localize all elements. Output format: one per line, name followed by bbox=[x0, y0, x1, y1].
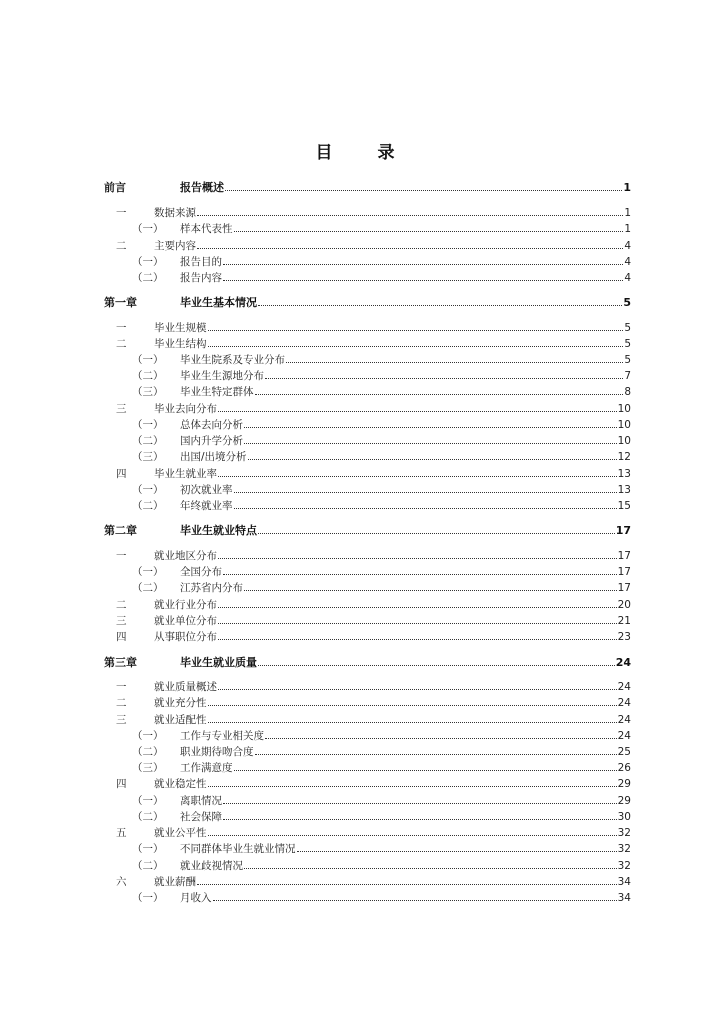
toc-entry-number: （二） bbox=[132, 272, 164, 284]
toc-entry-text: 就业质量概述 bbox=[154, 681, 217, 693]
toc-entry-page: 29 bbox=[617, 795, 631, 807]
toc-entry[interactable] bbox=[104, 856, 631, 872]
toc-leader-dots bbox=[218, 638, 617, 640]
toc-entry-page: 24 bbox=[617, 730, 631, 742]
toc-entry-page: 12 bbox=[617, 451, 631, 463]
toc-entry-number: （二） bbox=[132, 746, 164, 758]
toc-entry-page: 17 bbox=[617, 550, 631, 562]
toc-entry-page: 32 bbox=[617, 860, 631, 872]
toc-entry-number: 五 bbox=[116, 827, 127, 839]
toc-entry-page: 24 bbox=[617, 714, 631, 726]
toc-entry-number: （一） bbox=[132, 354, 164, 366]
toc-entry-page: 34 bbox=[617, 876, 631, 888]
toc-chapter-entry[interactable] bbox=[104, 293, 631, 309]
toc-entry-number: 第一章 bbox=[104, 296, 137, 309]
toc-leader-dots bbox=[208, 721, 617, 723]
toc-entry-page: 17 bbox=[615, 524, 631, 537]
toc-entry-text: 就业地区分布 bbox=[154, 550, 217, 562]
toc-entry-text: 就业单位分布 bbox=[154, 615, 217, 627]
toc-entry-page: 4 bbox=[624, 256, 631, 268]
toc-entry-number: 二 bbox=[116, 338, 127, 350]
toc-entry[interactable] bbox=[104, 236, 631, 252]
toc-entry-text: 工作与专业相关度 bbox=[180, 730, 264, 742]
toc-chapter-entry[interactable] bbox=[104, 521, 631, 537]
toc-entry-page: 24 bbox=[617, 681, 631, 693]
toc-entry-text: 毕业生特定群体 bbox=[180, 386, 254, 398]
toc-entry[interactable] bbox=[104, 823, 631, 839]
toc-entry-page: 4 bbox=[624, 272, 631, 284]
toc-entry-text: 工作满意度 bbox=[180, 762, 233, 774]
toc-leader-dots bbox=[213, 899, 617, 901]
toc-leader-dots bbox=[248, 458, 617, 460]
toc-entry-page: 4 bbox=[624, 240, 631, 252]
toc-leader-dots bbox=[297, 850, 617, 852]
toc-entry-text: 毕业生就业特点 bbox=[180, 524, 257, 537]
toc-leader-dots bbox=[265, 737, 617, 739]
toc-entry-text: 就业稳定性 bbox=[154, 778, 207, 790]
toc-entry-text: 就业适配性 bbox=[154, 714, 207, 726]
toc-entry-page: 10 bbox=[617, 419, 631, 431]
toc-entry[interactable] bbox=[104, 252, 631, 268]
toc-entry-number: （二） bbox=[132, 582, 164, 594]
toc-entry-text: 毕业生院系及专业分布 bbox=[180, 354, 285, 366]
toc-entry[interactable] bbox=[104, 677, 631, 693]
toc-entry[interactable] bbox=[104, 627, 631, 643]
toc-entry[interactable] bbox=[104, 219, 631, 235]
toc-leader-dots bbox=[234, 230, 624, 232]
toc-entry[interactable] bbox=[104, 546, 631, 562]
toc-entry-page: 24 bbox=[615, 656, 631, 669]
toc-leader-dots bbox=[208, 329, 624, 331]
toc-leader-dots bbox=[223, 573, 617, 575]
toc-leader-dots bbox=[197, 247, 623, 249]
toc-entry-number: 四 bbox=[116, 778, 127, 790]
toc-leader-dots bbox=[225, 189, 622, 191]
toc-entry-text: 国内升学分析 bbox=[180, 435, 243, 447]
toc-entry-text: 社会保障 bbox=[180, 811, 222, 823]
toc-entry-page: 10 bbox=[617, 435, 631, 447]
toc-entry[interactable] bbox=[104, 693, 631, 709]
toc-entry[interactable] bbox=[104, 318, 631, 334]
toc-entry[interactable] bbox=[104, 562, 631, 578]
toc-leader-dots bbox=[223, 279, 623, 281]
toc-entry-text: 毕业生基本情况 bbox=[180, 296, 257, 309]
toc-entry-text: 就业歧视情况 bbox=[180, 860, 243, 872]
toc-entry-text: 毕业生规模 bbox=[154, 322, 207, 334]
toc-leader-dots bbox=[258, 532, 615, 534]
toc-entry-page: 29 bbox=[617, 778, 631, 790]
toc-entry[interactable] bbox=[104, 839, 631, 855]
toc-leader-dots bbox=[208, 345, 624, 347]
toc-entry[interactable] bbox=[104, 742, 631, 758]
toc-entry[interactable] bbox=[104, 872, 631, 888]
toc-entry-text: 毕业去向分布 bbox=[154, 403, 217, 415]
toc-entry[interactable] bbox=[104, 464, 631, 480]
toc-entry-number: 一 bbox=[116, 207, 127, 219]
toc-entry-text: 主要内容 bbox=[154, 240, 196, 252]
toc-entry-page: 13 bbox=[617, 468, 631, 480]
toc-leader-dots bbox=[218, 622, 617, 624]
toc-entry-text: 就业公平性 bbox=[154, 827, 207, 839]
toc-entry[interactable] bbox=[104, 758, 631, 774]
toc-entry[interactable] bbox=[104, 415, 631, 431]
toc-leader-dots bbox=[234, 769, 617, 771]
toc-entry[interactable] bbox=[104, 382, 631, 398]
toc-leader-dots bbox=[218, 475, 617, 477]
toc-entry-number: 第二章 bbox=[104, 524, 137, 537]
toc-entry-number: （一） bbox=[132, 419, 164, 431]
toc-entry-page: 34 bbox=[617, 892, 631, 904]
toc-entry-text: 初次就业率 bbox=[180, 484, 233, 496]
toc-entry-text: 总体去向分析 bbox=[180, 419, 243, 431]
toc-entry-number: （二） bbox=[132, 811, 164, 823]
toc-entry-number: 一 bbox=[116, 322, 127, 334]
toc-entry-page: 5 bbox=[624, 322, 631, 334]
toc-entry-number: 三 bbox=[116, 403, 127, 415]
toc-entry[interactable] bbox=[104, 726, 631, 742]
toc-entry-page: 26 bbox=[617, 762, 631, 774]
toc-entry-number: （三） bbox=[132, 451, 164, 463]
toc-entry-text: 全国分布 bbox=[180, 566, 222, 578]
toc-entry-number: 二 bbox=[116, 599, 127, 611]
toc-entry-page: 24 bbox=[617, 697, 631, 709]
toc-entry-number: （一） bbox=[132, 223, 164, 235]
toc-entry-number: （一） bbox=[132, 730, 164, 742]
toc-entry[interactable] bbox=[104, 578, 631, 594]
toc-entry-number: 三 bbox=[116, 714, 127, 726]
toc-leader-dots bbox=[244, 867, 617, 869]
toc-leader-dots bbox=[265, 377, 623, 379]
toc-entry-number: （一） bbox=[132, 566, 164, 578]
toc-entry-page: 30 bbox=[617, 811, 631, 823]
toc-entry[interactable] bbox=[104, 447, 631, 463]
toc-entry-number: （三） bbox=[132, 762, 164, 774]
toc-entry-page: 5 bbox=[624, 354, 631, 366]
toc-entry-text: 就业充分性 bbox=[154, 697, 207, 709]
toc-leader-dots bbox=[255, 393, 624, 395]
toc-entry-text: 出国/出境分析 bbox=[180, 451, 247, 463]
toc-entry[interactable] bbox=[104, 268, 631, 284]
toc-entry[interactable] bbox=[104, 611, 631, 627]
toc-entry[interactable] bbox=[104, 203, 631, 219]
toc-entry-number: （二） bbox=[132, 435, 164, 447]
toc-entry[interactable] bbox=[104, 807, 631, 823]
toc-leader-dots bbox=[208, 785, 617, 787]
toc-leader-dots bbox=[223, 818, 617, 820]
toc-entry-text: 毕业生就业质量 bbox=[180, 656, 257, 669]
toc-entry-text: 毕业生生源地分布 bbox=[180, 370, 264, 382]
toc-entry-number: 四 bbox=[116, 631, 127, 643]
toc-entry-text: 报告目的 bbox=[180, 256, 222, 268]
toc-entry-text: 毕业生结构 bbox=[154, 338, 207, 350]
toc-entry-number: 一 bbox=[116, 550, 127, 562]
toc-entry-text: 报告内容 bbox=[180, 272, 222, 284]
toc-entry-text: 数据来源 bbox=[154, 207, 196, 219]
toc-entry-text: 年终就业率 bbox=[180, 500, 233, 512]
toc-entry-text: 从事职位分布 bbox=[154, 631, 217, 643]
toc-entry-text: 样本代表性 bbox=[180, 223, 233, 235]
toc-leader-dots bbox=[258, 304, 622, 306]
toc-entry-number: 前言 bbox=[104, 181, 126, 194]
toc-leader-dots bbox=[286, 361, 623, 363]
toc-leader-dots bbox=[218, 557, 617, 559]
toc-entry-number: （一） bbox=[132, 795, 164, 807]
toc-entry-page: 20 bbox=[617, 599, 631, 611]
toc-entry-number: （一） bbox=[132, 892, 164, 904]
toc-entry-number: 二 bbox=[116, 697, 127, 709]
toc-entry-number: 四 bbox=[116, 468, 127, 480]
toc-leader-dots bbox=[197, 883, 617, 885]
toc-entry-number: （一） bbox=[132, 484, 164, 496]
toc-entry-page: 32 bbox=[617, 843, 631, 855]
toc-leader-dots bbox=[218, 410, 617, 412]
toc-entry-number: （二） bbox=[132, 860, 164, 872]
toc-entry-number: 三 bbox=[116, 615, 127, 627]
toc-entry-page: 32 bbox=[617, 827, 631, 839]
toc-leader-dots bbox=[197, 214, 623, 216]
toc-entry[interactable] bbox=[104, 399, 631, 415]
toc-entry-page: 7 bbox=[624, 370, 631, 382]
toc-chapter-entry[interactable] bbox=[104, 178, 631, 194]
toc-entry-page: 8 bbox=[624, 386, 631, 398]
toc-entry[interactable] bbox=[104, 888, 631, 904]
toc-entry-text: 报告概述 bbox=[180, 181, 224, 194]
toc-entry[interactable] bbox=[104, 496, 631, 512]
toc-entry-number: （一） bbox=[132, 256, 164, 268]
toc-entry[interactable] bbox=[104, 350, 631, 366]
toc-entry[interactable] bbox=[104, 366, 631, 382]
toc-entry-number: （三） bbox=[132, 386, 164, 398]
toc-entry-number: （一） bbox=[132, 843, 164, 855]
toc-leader-dots bbox=[218, 606, 617, 608]
toc-entry-text: 江苏省内分布 bbox=[180, 582, 243, 594]
toc-entry-page: 21 bbox=[617, 615, 631, 627]
toc-entry-number: （二） bbox=[132, 370, 164, 382]
toc-entry[interactable] bbox=[104, 480, 631, 496]
toc-entry-page: 1 bbox=[624, 223, 631, 235]
toc-chapter-entry[interactable] bbox=[104, 653, 631, 669]
toc-entry-number: 六 bbox=[116, 876, 127, 888]
toc-leader-dots bbox=[208, 834, 617, 836]
toc-entry-text: 毕业生就业率 bbox=[154, 468, 217, 480]
toc-entry-page: 1 bbox=[624, 207, 631, 219]
toc-entry-page: 17 bbox=[617, 566, 631, 578]
toc-leader-dots bbox=[255, 753, 617, 755]
toc-leader-dots bbox=[208, 704, 617, 706]
toc-entry-text: 职业期待吻合度 bbox=[180, 746, 254, 758]
toc-leader-dots bbox=[223, 263, 623, 265]
toc-leader-dots bbox=[258, 664, 615, 666]
toc-entry[interactable] bbox=[104, 595, 631, 611]
toc-entry[interactable] bbox=[104, 334, 631, 350]
toc-entry-page: 25 bbox=[617, 746, 631, 758]
toc-entry-page: 5 bbox=[623, 296, 631, 309]
toc-leader-dots bbox=[234, 507, 617, 509]
toc-entry-page: 1 bbox=[623, 181, 631, 194]
toc-entry[interactable] bbox=[104, 710, 631, 726]
toc-entry-number: 二 bbox=[116, 240, 127, 252]
toc-entry[interactable] bbox=[104, 791, 631, 807]
toc-entry-page: 23 bbox=[617, 631, 631, 643]
toc-entry-text: 就业行业分布 bbox=[154, 599, 217, 611]
toc-entry-number: 一 bbox=[116, 681, 127, 693]
toc-entry-page: 17 bbox=[617, 582, 631, 594]
toc-leader-dots bbox=[244, 426, 617, 428]
toc-entry-page: 10 bbox=[617, 403, 631, 415]
toc-entry[interactable] bbox=[104, 431, 631, 447]
toc-entry-number: 第三章 bbox=[104, 656, 137, 669]
toc-leader-dots bbox=[234, 491, 617, 493]
toc-leader-dots bbox=[244, 589, 617, 591]
toc-entry-number: （二） bbox=[132, 500, 164, 512]
toc-entry-text: 月收入 bbox=[180, 892, 212, 904]
toc-entry-text: 就业薪酬 bbox=[154, 876, 196, 888]
toc-entry-page: 13 bbox=[617, 484, 631, 496]
toc-entry-text: 离职情况 bbox=[180, 795, 222, 807]
toc-entry-page: 15 bbox=[617, 500, 631, 512]
toc-entry-text: 不同群体毕业生就业情况 bbox=[180, 843, 296, 855]
toc-entry-page: 5 bbox=[624, 338, 631, 350]
toc-leader-dots bbox=[244, 442, 617, 444]
toc-entry[interactable] bbox=[104, 774, 631, 790]
toc-title: 目 录 bbox=[315, 143, 409, 163]
toc-leader-dots bbox=[218, 688, 617, 690]
toc-leader-dots bbox=[223, 802, 617, 804]
